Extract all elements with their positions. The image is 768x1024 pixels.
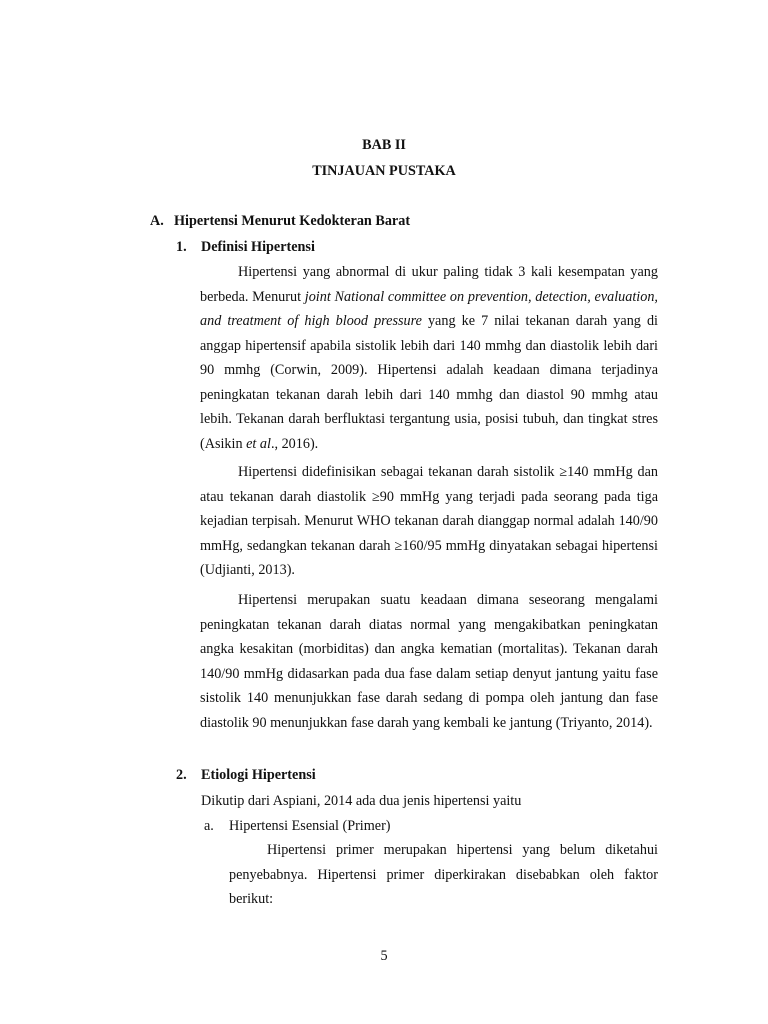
list-item-a: [204, 818, 391, 835]
list-marker: a.: [204, 818, 214, 834]
paragraph-definition-3: Hipertensi merupakan suatu keadaan dimana seseorang mengalami peningkatan tekanan darah diatas normal yang mengakibatkan peningkatan angka kesakitan (morbiditas) dan angka kematian (mortalitas). Tekanan darah 140/90 mmHg didasarkan pada dua fase dalam setiap denyut jantung yaitu fase sistolik 140 menunjukkan fase darah sedang di pompa oleh jantung dan fase diastolik 90 menunjukkan fase darah yang kembali ke jantung (Triyanto, 2014).: [200, 592, 658, 731]
etiologi-intro: Dikutip dari Aspiani, 2014 ada dua jenis hipertensi yaitu: [201, 793, 522, 809]
section-heading-a: [150, 213, 410, 230]
page-number: 5: [380, 948, 388, 964]
subsection-marker: 2.: [176, 767, 187, 783]
paragraph-italic-text: joint National committee on prevention, detection, evaluation, and treatment of high blood pressure: [200, 288, 658, 329]
paragraph-definition-1: [200, 260, 658, 456]
section-marker: A.: [150, 213, 164, 229]
paragraph-text: Hipertensi yang abnormal di ukur paling tidak 3 kali kesempatan yang berbeda. Menurut: [200, 264, 658, 305]
paragraph-definition-2: Hipertensi didefinisikan sebagai tekanan darah sistolik ≥140 mmHg dan atau tekanan darah diastolik ≥90 mmHg yang terjadi pada seorang pada tiga kejadian terpisah. Menurut WHO tekanan darah dianggap normal adalah 140/90 mmHg, sedangkan tekanan darah ≥160/95 mmHg dinyatakan sebagai hipertensi (Udjianti, 2013).: [200, 464, 658, 578]
paragraph-italic-text: et al: [246, 435, 271, 452]
chapter-number: BAB II: [362, 137, 406, 153]
subsection-heading-2: [176, 767, 316, 784]
subsection-marker: 1.: [176, 239, 187, 255]
subsection-title: Etiologi Hipertensi: [201, 767, 316, 783]
subsection-heading-1: [176, 239, 315, 256]
chapter-title: TINJAUAN PUSTAKA: [312, 163, 456, 179]
list-item-label: Hipertensi Esensial (Primer): [229, 818, 391, 834]
paragraph-primer: Hipertensi primer merupakan hipertensi yang belum diketahui penyebabnya. Hipertensi primer diperkirakan disebabkan oleh faktor berikut:: [229, 842, 658, 907]
subsection-title: Definisi Hipertensi: [201, 239, 315, 255]
paragraph-text: yang ke 7 nilai tekanan darah yang di anggap hipertensif apabila sistolik lebih dari 140 mmhg dan diastolik lebih dari 90 mmhg (Corwin, 2009). Hipertensi adalah keadaan dimana terjadinya peningkatan tekanan darah lebih dari 140 mmhg dan diastol 90 mmhg atau lebih. Tekanan darah berfluktasi tergantung usia, posisi tubuh, dan tingkat stres (Asikin: [200, 313, 658, 452]
paragraph-text: ., 2016).: [270, 435, 319, 452]
section-title: Hipertensi Menurut Kedokteran Barat: [174, 213, 411, 229]
